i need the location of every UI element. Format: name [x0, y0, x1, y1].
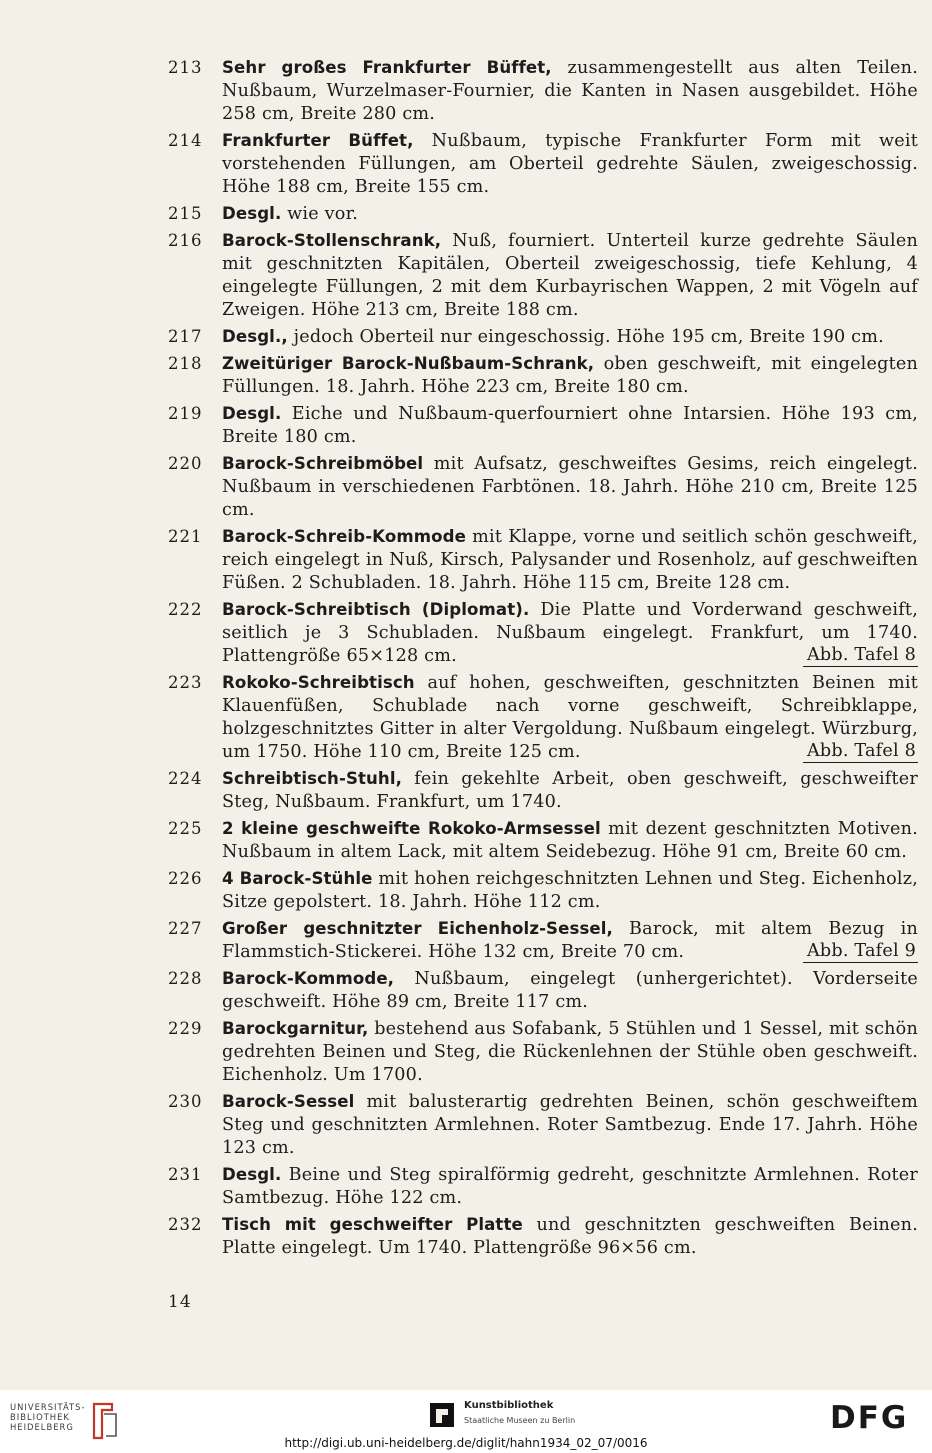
entry-number: 215	[168, 204, 203, 223]
catalog-entry	[168, 202, 920, 226]
catalog-entry	[168, 402, 920, 449]
plate-reference: Abb. Tafel 9	[803, 941, 918, 963]
entry-title: Großer geschnitzter Eichenholz-Sessel,	[222, 919, 613, 938]
university-library-logo[interactable]	[10, 1400, 120, 1436]
catalog-entry	[168, 1017, 920, 1087]
entry-text: Nußbaum, eingelegt (unhergerichtet). Vorderseite geschweift. Höhe 89 cm, Breite 117 cm.	[222, 969, 918, 1012]
entry-title: Zweitüriger Barock-Nußbaum-Schrank,	[222, 354, 595, 373]
entry-text: fein gekehlte Arbeit, oben geschweift, geschweifter Steg, Nußbaum. Frankfurt, um 1740.	[222, 769, 918, 812]
catalog-entry	[168, 1213, 920, 1260]
entry-number: 226	[168, 869, 203, 888]
entry-text: oben geschweift, mit eingelegten Füllungen. 18. Jahrh. Höhe 223 cm, Breite 180 cm.	[222, 354, 918, 397]
catalog-entry	[168, 671, 920, 764]
entry-description	[222, 1163, 918, 1210]
entry-description	[222, 817, 918, 864]
entry-title: Sehr großes Frankfurter Büffet,	[222, 58, 552, 77]
entry-number: 220	[168, 454, 203, 473]
university-line-2: BIBLIOTHEK	[10, 1412, 70, 1422]
catalog-entry	[168, 598, 920, 668]
entry-description	[222, 202, 918, 226]
entry-title: Desgl.,	[222, 327, 288, 346]
catalog-entry	[168, 229, 920, 322]
entry-title: Desgl.	[222, 404, 282, 423]
entry-description	[222, 56, 918, 126]
university-library-name	[10, 1402, 86, 1432]
entry-title: 2 kleine geschweifte Rokoko-Armsessel	[222, 819, 601, 838]
entry-title: Barockgarnitur,	[222, 1019, 369, 1038]
entry-title: Barock-Stollenschrank,	[222, 231, 442, 250]
catalog-entry-list	[168, 56, 920, 1263]
entry-description	[222, 1090, 918, 1160]
entry-text: Nußbaum, typische Frankfurter Form mit weit vorstehenden Füllungen, am Oberteil gedrehte Säulen, zweigeschossig. Höhe 188 cm, Breite 155 cm.	[222, 131, 918, 197]
entry-number: 219	[168, 404, 203, 423]
entry-description	[222, 452, 918, 522]
entry-number: 213	[168, 58, 203, 77]
entry-description	[222, 525, 918, 595]
kunstbibliothek-logo[interactable]	[428, 1398, 628, 1432]
entry-text: Beine und Steg spiralförmig gedreht, geschnitzte Armlehnen. Roter Samtbezug. Höhe 122 cm.	[222, 1165, 918, 1208]
footer-bar	[0, 1390, 932, 1453]
entry-text: Eiche und Nußbaum-querfourniert ohne Intarsien. Höhe 193 cm, Breite 180 cm.	[222, 404, 918, 447]
entry-description	[222, 352, 918, 399]
entry-number: 218	[168, 354, 203, 373]
entry-text: Nuß, fourniert. Unterteil kurze gedrehte Säulen mit geschnitzten Kapitälen, Oberteil zweigeschossig, tiefe Kehlung, 4 eingelegte Füllungen, 2 mit dem Kurbayrischen Wappen, 2 mit Vögeln auf Zweigen. Höhe 213 cm, Breite 188 cm.	[222, 231, 918, 320]
entry-text: und geschnitzten geschweiften Beinen. Platte eingelegt. Um 1740. Plattengröße 96×56 cm.	[222, 1215, 918, 1258]
entry-text: mit balusterartig gedrehten Beinen, schön geschweiftem Steg und geschnitzten Armlehnen. Roter Samtbezug. Ende 17. Jahrh. Höhe 123 cm.	[222, 1092, 918, 1158]
entry-text: mit Aufsatz, geschweiftes Gesims, reich eingelegt. Nußbaum in verschiedenen Farbtönen. 18. Jahrh. Höhe 210 cm, Breite 125 cm.	[222, 454, 918, 520]
page-number: 14	[168, 1292, 192, 1312]
entry-description	[222, 767, 918, 814]
entry-description	[222, 671, 918, 764]
entry-title: Barock-Sessel	[222, 1092, 355, 1111]
entry-text: Die Platte und Vorderwand geschweift, seitlich je 3 Schubladen. Nußbaum eingelegt. Frankfurt, um 1740. Plattengröße 65×128 cm.	[222, 600, 918, 666]
entry-description	[222, 598, 918, 668]
entry-number: 222	[168, 600, 203, 619]
catalog-entry	[168, 452, 920, 522]
entry-title: Tisch mit geschweifter Platte	[222, 1215, 523, 1234]
entry-number: 229	[168, 1019, 203, 1038]
entry-text: zusammengestellt aus alten Teilen. Nußbaum, Wurzelmaser-Fournier, die Kanten in Nasen ausgebildet. Höhe 258 cm, Breite 280 cm.	[222, 58, 918, 124]
catalog-entry	[168, 867, 920, 914]
entry-title: Frankfurter Büffet,	[222, 131, 414, 150]
entry-title: 4 Barock-Stühle	[222, 869, 373, 888]
entry-description	[222, 325, 918, 349]
catalog-entry	[168, 525, 920, 595]
entry-title: Barock-Schreibmöbel	[222, 454, 424, 473]
entry-text: bestehend aus Sofabank, 5 Stühlen und 1 Sessel, mit schön gedrehten Beinen und Steg, die Rückenlehnen der Stühle oben geschweift. Eichenholz. Um 1700.	[222, 1019, 918, 1085]
catalog-entry	[168, 56, 920, 126]
entry-title: Desgl.	[222, 204, 282, 223]
entry-text: Barock, mit altem Bezug in Flammstich-Stickerei. Höhe 132 cm, Breite 70 cm.	[222, 919, 918, 962]
catalog-entry	[168, 917, 920, 964]
catalog-entry	[168, 352, 920, 399]
entry-title: Barock-Kommode,	[222, 969, 395, 988]
university-line-1: UNIVERSITÄTS-	[10, 1402, 86, 1412]
entry-description	[222, 967, 918, 1014]
entry-text: mit Klappe, vorne und seitlich schön geschweift, reich eingelegt in Nuß, Kirsch, Palysander und Rosenholz, auf geschweiften Füßen. 2 Schubladen. 18. Jahrh. Höhe 115 cm, Breite 128 cm.	[222, 527, 918, 593]
entry-number: 231	[168, 1165, 203, 1184]
entry-number: 214	[168, 131, 203, 150]
kunstbibliothek-icon	[428, 1401, 456, 1429]
entry-description	[222, 867, 918, 914]
entry-text: auf hohen, geschweiften, geschnitzten Beinen mit Klauenfüßen, Schublade nach vorne geschweift, Schreibklappe, holzgeschnitztes Gitter in alter Vergoldung. Nußbaum eingelegt. Würzburg, um 1750. Höhe 110 cm, Breite 125 cm.	[222, 673, 918, 762]
catalog-entry	[168, 767, 920, 814]
plate-reference: Abb. Tafel 8	[803, 645, 918, 667]
entry-number: 230	[168, 1092, 203, 1111]
catalog-entry	[168, 129, 920, 199]
entry-number: 223	[168, 673, 203, 692]
entry-number: 224	[168, 769, 203, 788]
entry-description	[222, 917, 918, 964]
entry-number: 227	[168, 919, 203, 938]
entry-number: 217	[168, 327, 203, 346]
entry-number: 225	[168, 819, 203, 838]
entry-title: Desgl.	[222, 1165, 282, 1184]
entry-title: Barock-Schreib-Kommode	[222, 527, 466, 546]
entry-title: Rokoko-Schreibtisch	[222, 673, 415, 692]
university-emblem-icon	[90, 1400, 118, 1440]
catalog-entry	[168, 1163, 920, 1210]
catalog-entry	[168, 817, 920, 864]
entry-number: 228	[168, 969, 203, 988]
catalog-entry	[168, 325, 920, 349]
entry-description	[222, 129, 918, 199]
kunstbibliothek-title: Kunstbibliothek	[464, 1400, 554, 1411]
entry-number: 232	[168, 1215, 203, 1234]
source-url-link[interactable]: http://digi.ub.uni-heidelberg.de/diglit/hahn1934_02_07/0016	[284, 1436, 648, 1450]
kunstbibliothek-subtitle: Staatliche Museen zu Berlin	[464, 1416, 576, 1425]
dfg-logo[interactable]: DFG	[830, 1400, 909, 1436]
entry-description	[222, 1213, 918, 1260]
entry-number: 221	[168, 527, 203, 546]
entry-text: mit hohen reichgeschnitzten Lehnen und Steg. Eichenholz, Sitze gepolstert. 18. Jahrh. Höhe 112 cm.	[222, 869, 918, 912]
entry-description	[222, 402, 918, 449]
entry-number: 216	[168, 231, 203, 250]
entry-title: Barock-Schreibtisch (Diplomat).	[222, 600, 530, 619]
entry-description	[222, 229, 918, 322]
entry-description	[222, 1017, 918, 1087]
university-line-3: HEIDELBERG	[10, 1422, 74, 1432]
entry-text: jedoch Oberteil nur eingeschossig. Höhe 195 cm, Breite 190 cm.	[287, 327, 884, 347]
catalog-entry	[168, 967, 920, 1014]
catalog-entry	[168, 1090, 920, 1160]
plate-reference: Abb. Tafel 8	[803, 741, 918, 763]
entry-text: mit dezent geschnitzten Motiven. Nußbaum in altem Lack, mit altem Seidebezug. Höhe 91 cm, Breite 60 cm.	[222, 819, 918, 862]
entry-text: wie vor.	[281, 204, 359, 224]
entry-title: Schreibtisch-Stuhl,	[222, 769, 403, 788]
